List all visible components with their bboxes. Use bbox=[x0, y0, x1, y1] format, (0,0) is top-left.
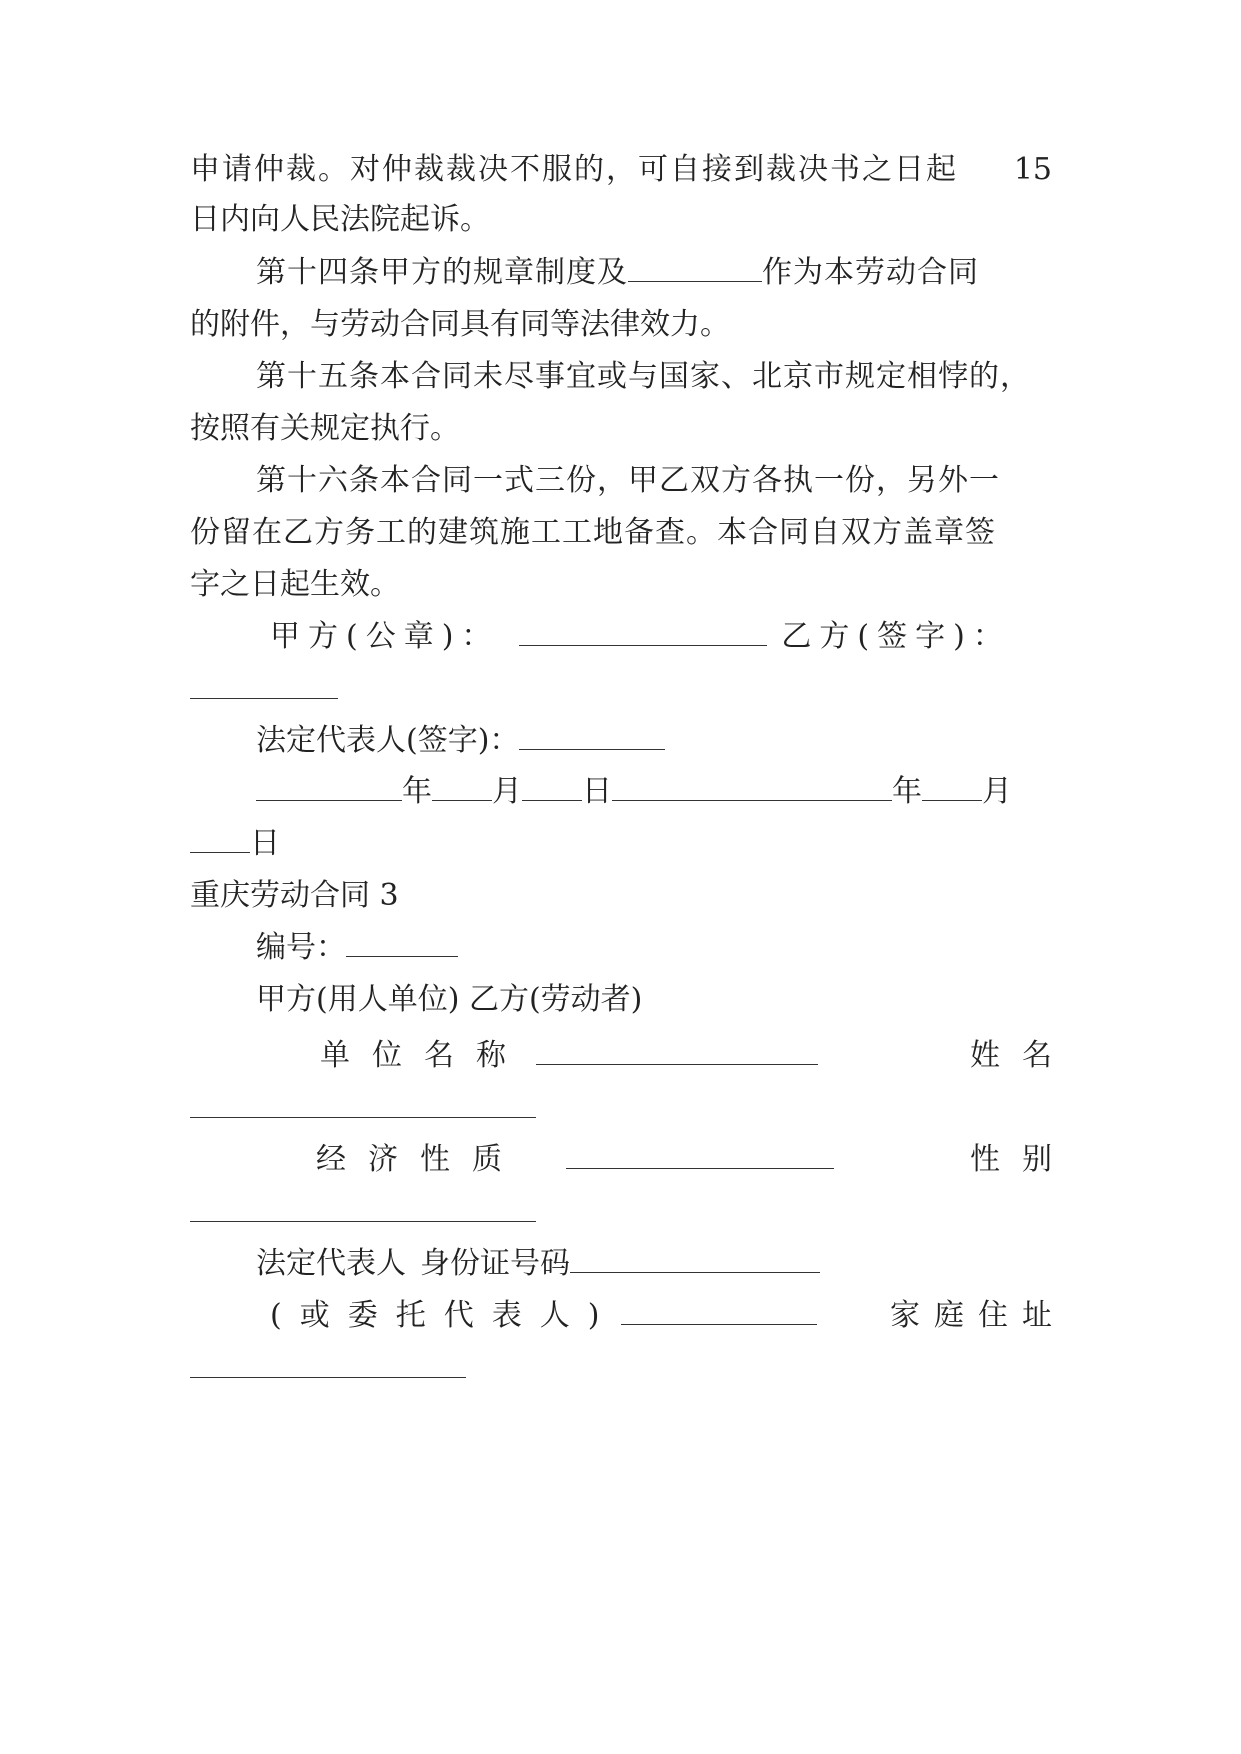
form-row bbox=[316, 1140, 1074, 1180]
month-label: 月 bbox=[492, 774, 522, 809]
economic-nature-blank[interactable] bbox=[566, 1146, 834, 1169]
legal-rep-blank[interactable] bbox=[519, 727, 665, 750]
form-row bbox=[256, 1244, 1052, 1284]
section-title: 重庆劳动合同 3 bbox=[190, 878, 399, 913]
delegate-blank[interactable] bbox=[621, 1302, 817, 1325]
month-blank[interactable] bbox=[432, 778, 492, 801]
signature-line bbox=[270, 617, 1052, 657]
party-b-sign-blank[interactable] bbox=[190, 697, 338, 699]
text-segment: 第十四条甲方的规章制度及 bbox=[256, 255, 628, 290]
party-b-sign-label: 乙方(签字)： bbox=[781, 619, 1011, 654]
text-line: 日内向人民法院起诉。 bbox=[190, 202, 490, 237]
text-line bbox=[256, 928, 1052, 968]
year-label: 年 bbox=[402, 774, 432, 809]
gender-blank[interactable] bbox=[190, 1220, 536, 1222]
id-number-label: 身份证号码 bbox=[420, 1246, 570, 1281]
text-line bbox=[190, 150, 1052, 190]
name-blank[interactable] bbox=[190, 1116, 536, 1118]
id-number-blank[interactable] bbox=[570, 1250, 820, 1273]
text-segment: 作为本劳动合同 bbox=[762, 255, 979, 290]
text-line: 按照有关规定执行。 bbox=[190, 411, 460, 446]
party-line: 甲方(用人单位) 乙方(劳动者) bbox=[256, 982, 643, 1017]
text-line: 第十六条本合同一式三份，甲乙双方各执一份，另外一 bbox=[256, 463, 1000, 498]
contract-number-blank[interactable] bbox=[346, 934, 458, 957]
text-segment: 申请仲裁。对仲裁裁决不服的，可自接到裁决书之日起 bbox=[190, 152, 958, 187]
text-line bbox=[256, 721, 1052, 761]
text-line: 份留在乙方务工的建筑施工工地备查。本合同自双方盖章签 bbox=[190, 515, 996, 550]
delegate-label: (或委托代表人) bbox=[270, 1298, 618, 1333]
form-row bbox=[270, 1296, 1066, 1336]
gender-label: 性别 bbox=[970, 1142, 1074, 1177]
text-line: 第十五条本合同未尽事宜或与国家、北京市规定相悖的， bbox=[256, 359, 1031, 394]
contract-number-label: 编号： bbox=[256, 930, 346, 965]
unit-name-blank[interactable] bbox=[536, 1042, 818, 1065]
date-line-continued bbox=[190, 824, 1052, 864]
day-label-2: 日 bbox=[250, 826, 280, 861]
year-blank[interactable] bbox=[256, 778, 402, 801]
month-label-2: 月 bbox=[982, 774, 1012, 809]
day-label: 日 bbox=[582, 774, 612, 809]
day-blank[interactable] bbox=[522, 778, 582, 801]
unit-name-label: 单位名称 bbox=[320, 1038, 528, 1073]
economic-nature-label: 经济性质 bbox=[316, 1142, 524, 1177]
name-label: 姓名 bbox=[970, 1038, 1074, 1073]
form-row bbox=[320, 1036, 1074, 1076]
legal-rep-label: 法定代表人(签字)： bbox=[256, 723, 520, 758]
fill-blank bbox=[628, 259, 762, 282]
party-a-seal-blank[interactable] bbox=[519, 623, 767, 646]
date-line bbox=[256, 772, 1052, 812]
text-segment: 15 bbox=[1013, 152, 1052, 187]
year-blank-2[interactable] bbox=[612, 778, 892, 801]
address-label: 家庭住址 bbox=[890, 1298, 1066, 1333]
address-blank[interactable] bbox=[190, 1376, 466, 1378]
day-blank-2[interactable] bbox=[190, 830, 250, 853]
legal-rep-label-2: 法定代表人 bbox=[256, 1246, 406, 1281]
party-a-seal-label: 甲方(公章)： bbox=[270, 619, 500, 654]
year-label-2: 年 bbox=[892, 774, 922, 809]
text-line bbox=[256, 253, 1052, 293]
text-line: 的附件，与劳动合同具有同等法律效力。 bbox=[190, 307, 730, 342]
text-line: 字之日起生效。 bbox=[190, 567, 400, 602]
month-blank-2[interactable] bbox=[922, 778, 982, 801]
